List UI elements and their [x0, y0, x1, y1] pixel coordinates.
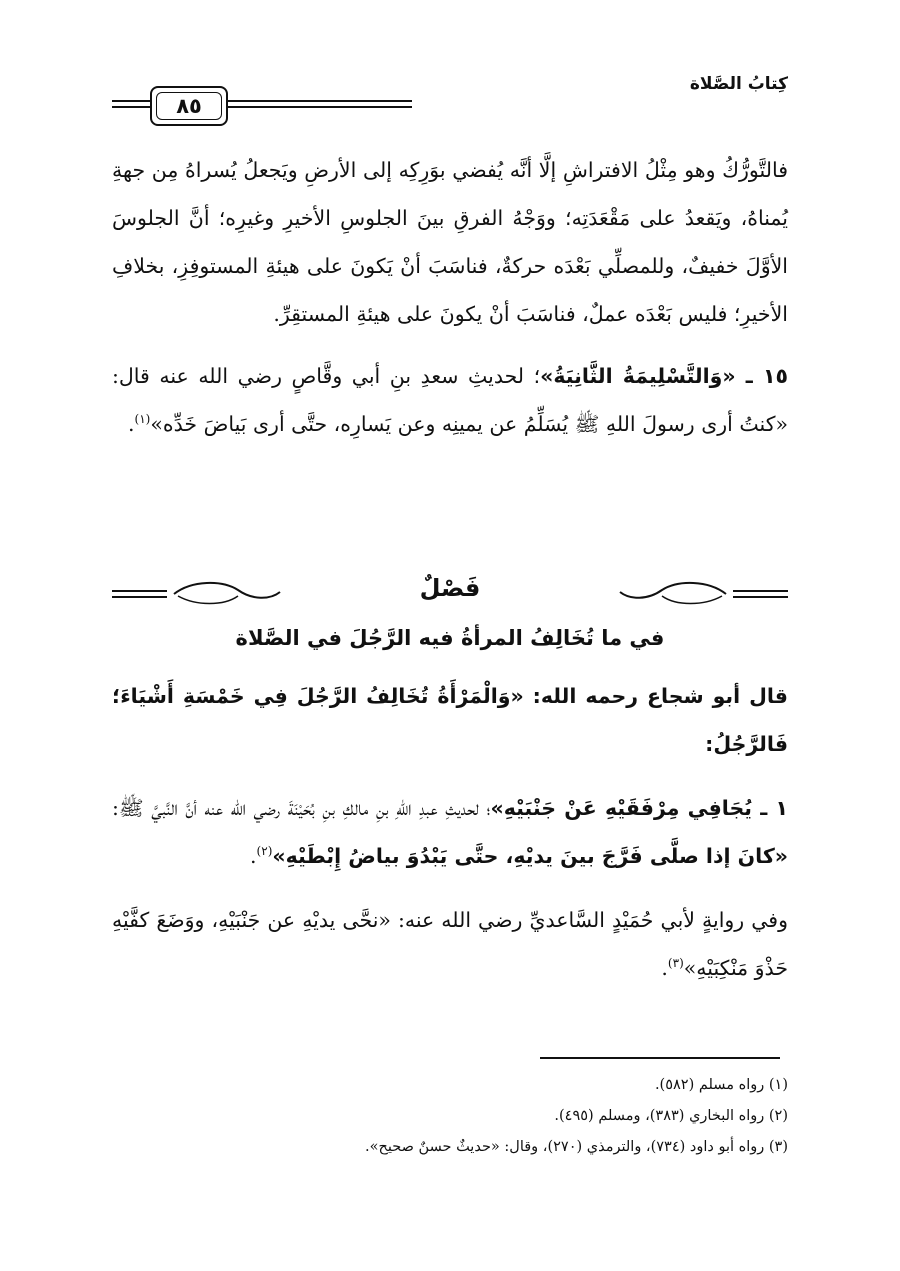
- page-number: ٨٥: [156, 92, 222, 120]
- divider-line: [112, 596, 167, 598]
- main-text: [112, 146, 788, 448]
- item-heading: ١٥ ـ «وَالتَّسْلِيمَةُ الثَّانِيَةُ»: [540, 364, 788, 388]
- section-heading: في ما تُخَالِفُ المرأةُ فيه الرَّجُلَ في الصَّلاة: [235, 626, 665, 650]
- footnote: (١) رواه مسلم (٥٨٢).: [654, 1077, 788, 1093]
- page-number-badge: [112, 86, 412, 126]
- section-text: [112, 672, 788, 992]
- footnote-separator: [540, 1057, 780, 1059]
- paragraph-tawarruk: فالتَّورُّكُ وهو مِثْلُ الافتراشِ إلَّا أنَّه يُفضي بوَرِكِه إلى الأرضِ ويَجعلُ يُسراهُ مِن جهةِ يُمناهُ، ويَقعدُ على مَقْعَدَتِه؛ ووَجْهُ الفرقِ بينَ الجلوسِ الأخيرِ وغيرِه؛ أنَّ الجلوسَ الأوَّلَ خفيفٌ، وللمصلِّي بَعْدَه حركةٌ، فناسَبَ أنْ يَكونَ على هيئةِ المستوفِزِ، بخلافِ الأخيرِ؛ فليس بَعْدَه عملٌ، فناسَبَ أنْ يكونَ على هيئةِ المستقِرِّ.: [112, 158, 788, 326]
- footnote: (٢) رواه البخاري (٣٨٣)، ومسلم (٤٩٥).: [554, 1108, 788, 1124]
- footnote: (٣) رواه أبو داود (٧٣٤)، والترمذي (٢٧٠)، وقال: «حديثٌ حسنٌ صحيح».: [365, 1139, 788, 1155]
- divider-line: [733, 596, 788, 598]
- item-text: ؛ لحديثِ سعدِ بنِ أبي وقَّاصٍ رضي الله عنه قال: «كنتُ أرى رسولَ اللهِ ﷺ يُسَلِّمُ عن يمينِه وعن يَسارِه، حتَّى أرى بَياضَ خَدِّه»: [112, 364, 788, 436]
- hadith-quote: «كانَ إذا صلَّى فَرَّجَ بينَ يديْهِ، حتَّى يَبْدُوَ بياضُ إِبْطَيْهِ»: [272, 844, 788, 868]
- footnote-ref[interactable]: (٣): [667, 956, 684, 971]
- flourish-icon: [172, 576, 282, 610]
- section-label: فَصْلٌ: [419, 574, 481, 602]
- page-number-frame: [150, 86, 228, 126]
- sentence-end: .: [250, 844, 257, 868]
- running-title: كِتابُ الصَّلاة: [689, 74, 788, 94]
- footnote-ref[interactable]: (٢): [256, 844, 273, 859]
- divider-line: [733, 590, 788, 592]
- paragraph-humayd: [112, 896, 788, 992]
- section-divider: [112, 570, 788, 616]
- item-heading: ١ ـ يُجَافِي مِرْفَقَيْهِ عَنْ جَنْبَيْهِ»: [490, 796, 789, 820]
- item-text: ؛ لحديثِ عبدِ اللهِ بنِ مالكِ بنِ بُحَيْنَةَ رضي الله عنه أنَّ النَّبيَّ ﷺ:: [112, 796, 491, 820]
- sentence-end: .: [127, 412, 135, 436]
- matn-quote: قال أبو شجاع رحمه الله: «وَالْمَرْأَةُ تُخَالِفُ الرَّجُلَ فِي خَمْسَةِ أَشْيَاءَ؛ فَالرَّجُلُ:: [112, 684, 788, 756]
- divider-line: [112, 590, 167, 592]
- paragraph-elbows: [112, 784, 788, 880]
- paragraph-second-salam: [112, 352, 788, 448]
- footnote-ref[interactable]: (١): [134, 412, 151, 427]
- footnotes: [112, 1070, 788, 1163]
- sentence-end: .: [661, 956, 668, 980]
- flourish-icon: [618, 576, 728, 610]
- item-text: وفي روايةٍ لأبي حُمَيْدٍ السَّاعديِّ رضي الله عنه: «نحَّى يديْهِ عن جَنْبَيْهِ، ووَضَعَ كفَّيْهِ حَذْوَ مَنْكِبَيْهِ»: [112, 908, 788, 980]
- page-header: [112, 68, 788, 126]
